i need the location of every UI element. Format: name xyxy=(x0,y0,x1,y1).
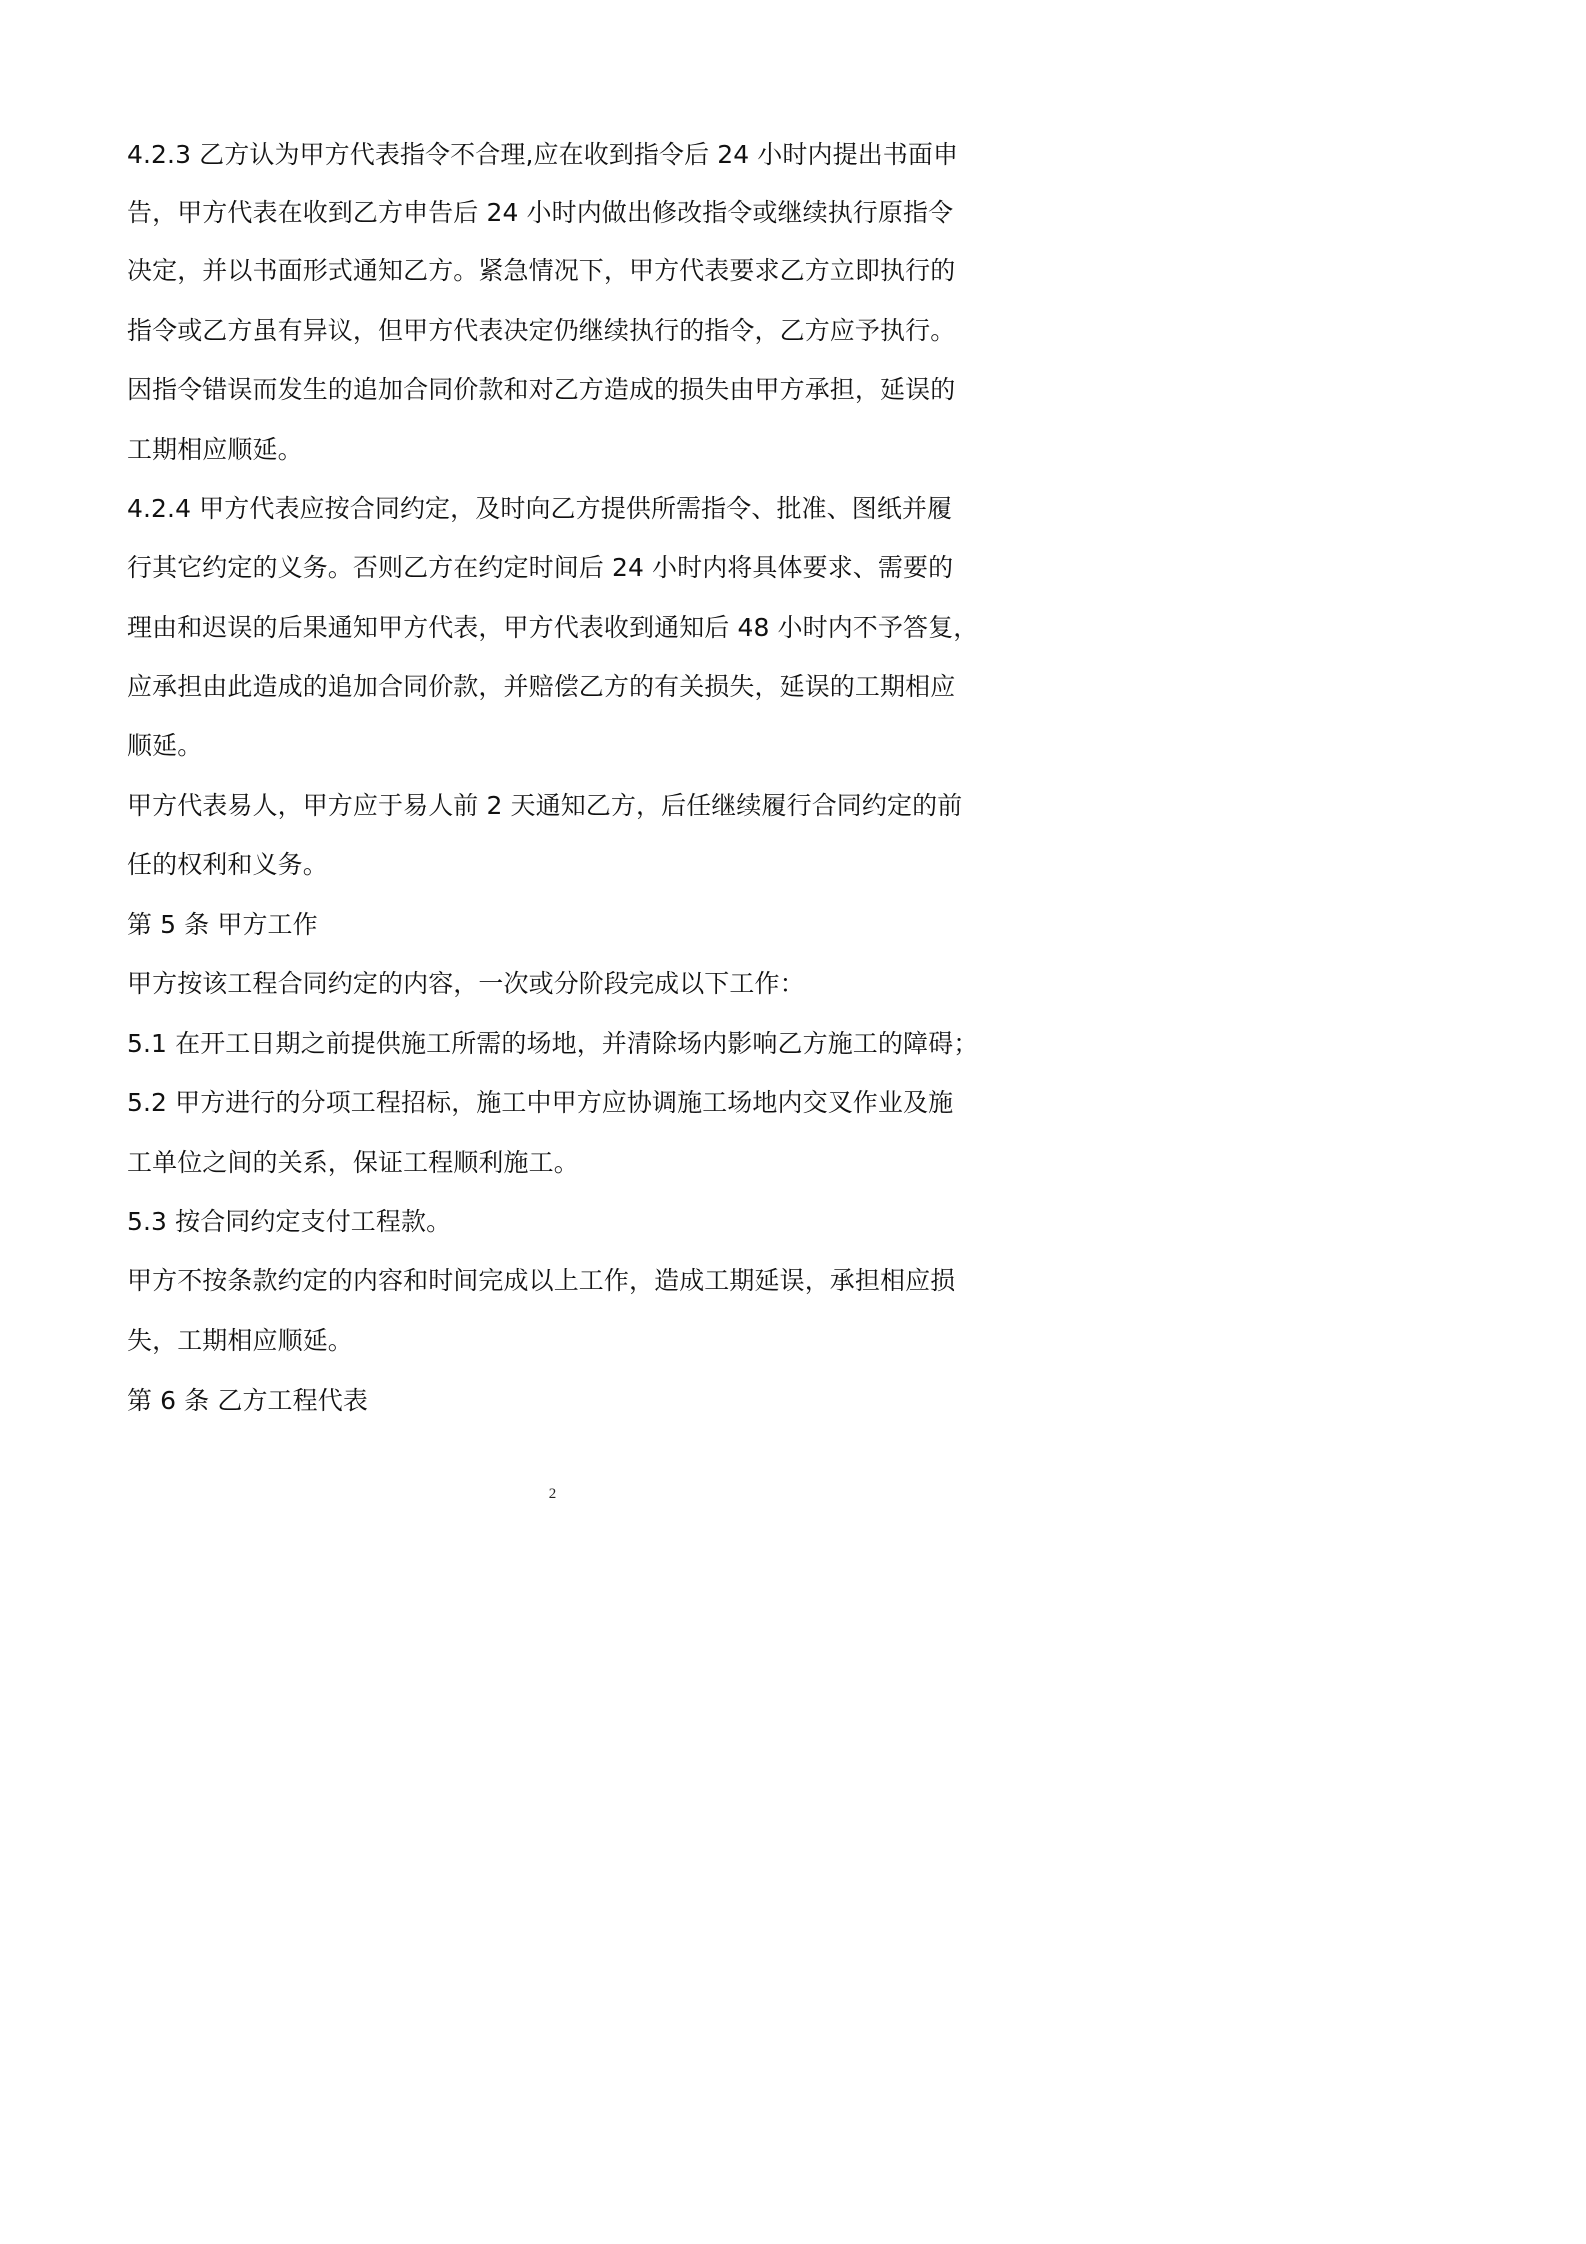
text-line: 指令或乙方虽有异议，但甲方代表决定仍继续执行的指令，乙方应予执行。 xyxy=(127,316,956,345)
text-line: 5.1 在开工日期之前提供施工所需的场地，并清除场内影响乙方施工的障碍； xyxy=(127,1029,979,1058)
text-line: 甲方代表易人，甲方应于易人前 2 天通知乙方，后任继续履行合同约定的前 xyxy=(127,791,963,820)
text-line: 4.2.3 乙方认为甲方代表指令不合理,应在收到指令后 24 小时内提出书面申 xyxy=(127,140,959,169)
text-line: 4.2.4 甲方代表应按合同约定，及时向乙方提供所需指令、批准、图纸并履 xyxy=(127,494,953,523)
text-line: 理由和迟误的后果通知甲方代表，甲方代表收到通知后 48 小时内不予答复， xyxy=(127,613,979,642)
text-line: 工期相应顺延。 xyxy=(127,435,303,464)
text-line: 工单位之间的关系，保证工程顺利施工。 xyxy=(127,1148,579,1177)
text-line: 行其它约定的义务。否则乙方在约定时间后 24 小时内将具体要求、需要的 xyxy=(127,553,954,582)
text-line: 因指令错误而发生的追加合同价款和对乙方造成的损失由甲方承担，延误的 xyxy=(127,375,956,404)
page-number: 2 xyxy=(548,1486,557,1502)
text-line: 应承担由此造成的追加合同价款，并赔偿乙方的有关损失，延误的工期相应 xyxy=(127,672,956,701)
text-line: 甲方按该工程合同约定的内容，一次或分阶段完成以下工作： xyxy=(127,969,805,998)
text-line: 失，工期相应顺延。 xyxy=(127,1326,353,1355)
text-line: 任的权利和义务。 xyxy=(127,850,328,879)
text-line: 告，甲方代表在收到乙方申告后 24 小时内做出修改指令或继续执行原指令 xyxy=(127,198,954,227)
text-line: 顺延。 xyxy=(127,731,203,760)
text-line: 5.2 甲方进行的分项工程招标，施工中甲方应协调施工场地内交叉作业及施 xyxy=(127,1088,954,1117)
text-line: 甲方不按条款约定的内容和时间完成以上工作，造成工期延误，承担相应损 xyxy=(127,1266,956,1295)
section-heading: 第 5 条 甲方工作 xyxy=(127,910,318,939)
text-line: 决定，并以书面形式通知乙方。紧急情况下，甲方代表要求乙方立即执行的 xyxy=(127,256,956,285)
text-line: 5.3 按合同约定支付工程款。 xyxy=(127,1207,452,1236)
document-page xyxy=(0,0,1105,1563)
section-heading: 第 6 条 乙方工程代表 xyxy=(127,1386,368,1415)
